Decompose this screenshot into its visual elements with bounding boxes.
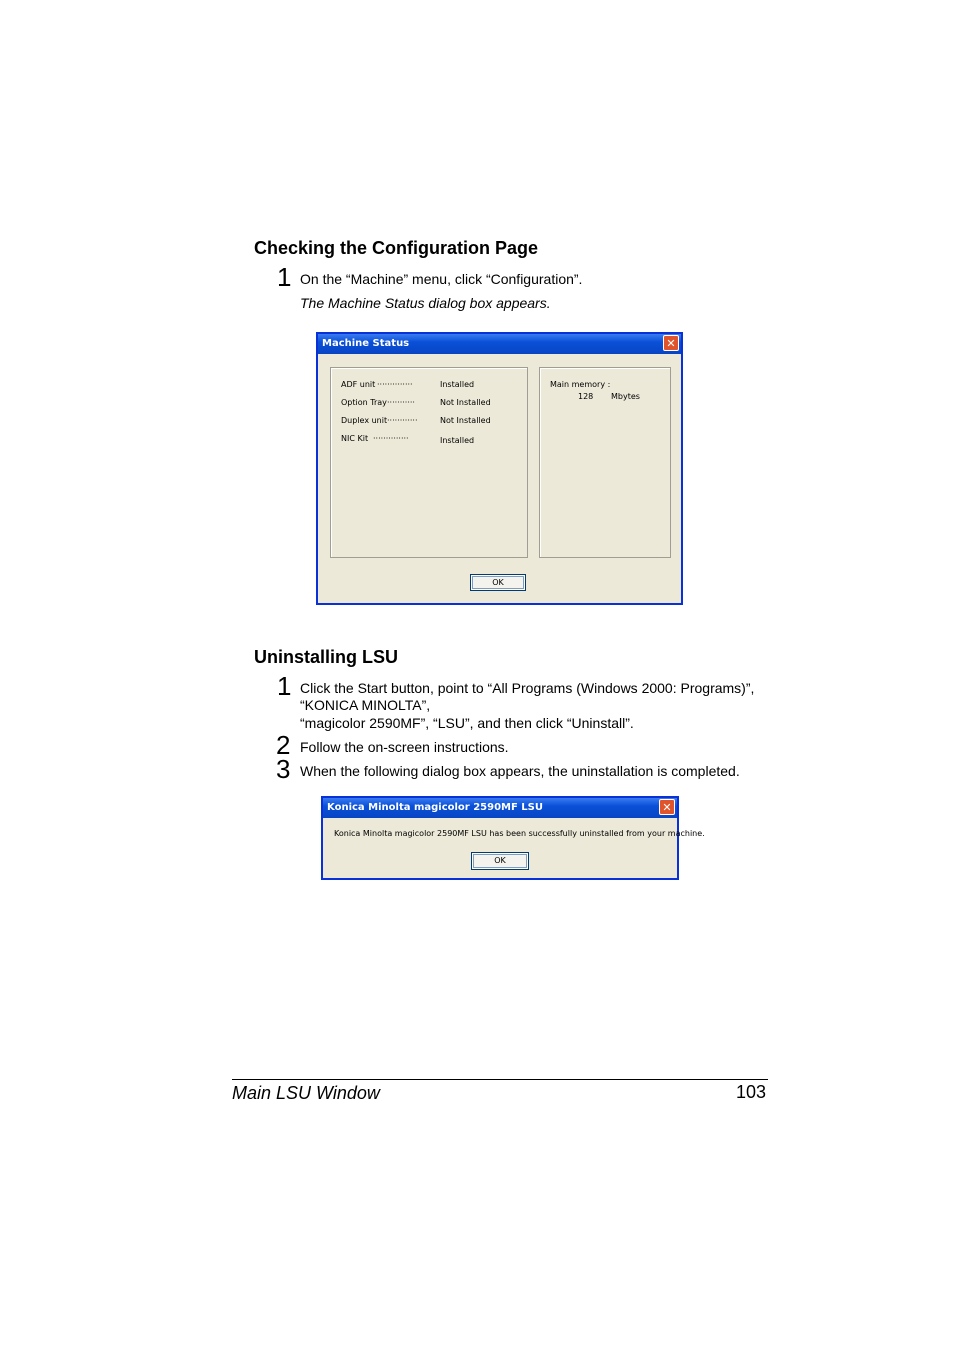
machine-status-dialog (316, 332, 683, 605)
uninstall-complete-dialog (321, 796, 705, 880)
memory-label: Main memory : (550, 380, 611, 389)
memory-panel (539, 367, 671, 558)
step-text: On the “Machine” menu, click “Configuration”. (300, 271, 583, 287)
step-number: 1 (277, 262, 292, 292)
option-value: Not Installed (440, 416, 491, 425)
step-text-line: Click the Start button, point to “All Programs (Windows 2000: Programs)”, (300, 680, 755, 696)
option-label: NIC Kit (341, 434, 369, 443)
option-label: Duplex unit (341, 416, 388, 425)
dot-leader: ··········· (387, 398, 415, 407)
dot-leader: ·············· (373, 434, 409, 443)
ok-button[interactable]: OK (471, 852, 529, 870)
step-text-line: “KONICA MINOLTA”, (300, 697, 431, 713)
section-heading-uninstall: Uninstalling LSU (254, 647, 398, 667)
option-label: ADF unit (341, 380, 376, 389)
footer-title: Main LSU Window (232, 1083, 380, 1103)
step-result: The Machine Status dialog box appears. (300, 295, 551, 311)
dialog-title: Konica Minolta magicolor 2590MF LSU (327, 802, 544, 813)
ok-button[interactable]: OK (470, 574, 526, 591)
dialog-titlebar (323, 798, 677, 818)
footer-rule (232, 1079, 768, 1080)
close-icon[interactable]: ✕ (659, 799, 675, 815)
dialog-title: Machine Status (322, 338, 410, 349)
dot-leader: ·············· (377, 380, 413, 389)
step-text-line: “magicolor 2590MF”, “LSU”, and then click “Uninstall”. (300, 715, 634, 731)
option-value: Installed (440, 380, 475, 389)
page-number: 103 (736, 1082, 767, 1102)
step-number: 1 (277, 671, 292, 701)
memory-unit: Mbytes (611, 392, 640, 401)
step-number: 2 (276, 730, 291, 760)
dialog-titlebar (318, 334, 681, 354)
option-value: Installed (440, 436, 475, 445)
step-text: Follow the on-screen instructions. (300, 739, 509, 755)
options-panel (330, 367, 528, 558)
step-text: When the following dialog box appears, the uninstallation is completed. (300, 763, 740, 779)
dialog-message: Konica Minolta magicolor 2590MF LSU has been successfully uninstalled from your machine. (334, 829, 705, 838)
dot-leader: ············ (387, 416, 418, 425)
close-icon[interactable]: ✕ (663, 335, 679, 351)
step-number: 3 (276, 754, 291, 784)
section-heading-configuration: Checking the Configuration Page (254, 238, 539, 258)
option-value: Not Installed (440, 398, 491, 407)
option-label: Option Tray (341, 398, 387, 407)
memory-value: 128 (578, 392, 594, 401)
